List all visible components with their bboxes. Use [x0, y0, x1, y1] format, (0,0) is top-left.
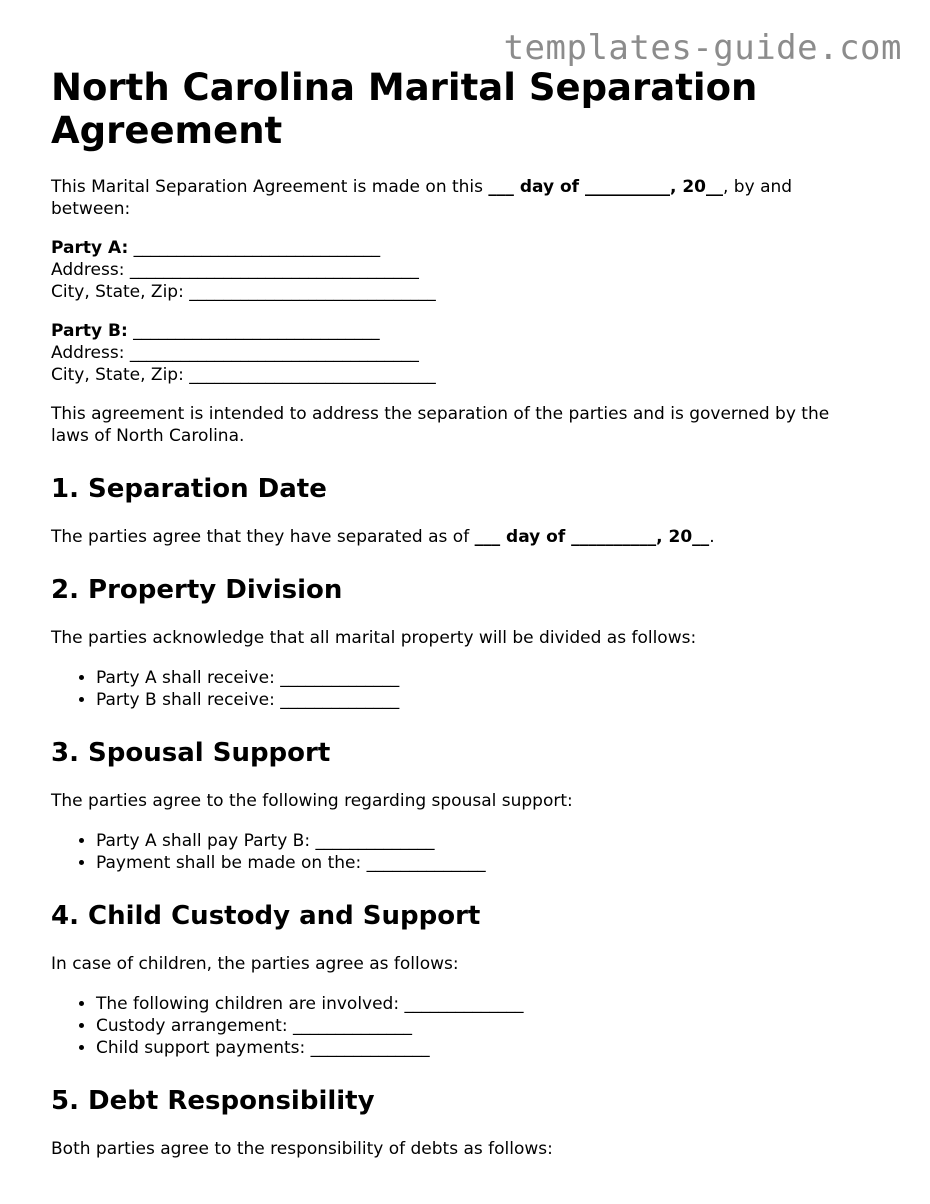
- section-heading-separation-date: 1. Separation Date: [51, 474, 327, 504]
- party-a-address-line: Address: __________________________________: [51, 260, 419, 280]
- party-a-block: [51, 237, 871, 303]
- debt-paragraph: Both parties agree to the responsibility of debts as follows:: [51, 1139, 553, 1159]
- watermark: templates-guide.com: [503, 28, 902, 68]
- section-heading-property-division: 2. Property Division: [51, 575, 343, 605]
- party-a-name-line: [51, 237, 871, 259]
- party-b-block: [51, 320, 871, 386]
- party-b-address-line: Address: __________________________________: [51, 343, 419, 363]
- governance-paragraph: This agreement is intended to address the separation of the parties and is governed by the laws of North Carolina.: [51, 404, 830, 446]
- list-item: • Party A shall pay Party B: ______________: [96, 830, 871, 852]
- party-b-name-line: [51, 320, 871, 342]
- party-b-label: Party B:: [51, 321, 128, 341]
- spousal-list: [51, 830, 871, 874]
- intro-date-blank: ___ day of __________, 20__: [488, 177, 723, 197]
- document-page: [51, 66, 871, 1160]
- separation-paragraph: [51, 526, 871, 548]
- intro-prefix: This Marital Separation Agreement is made on this: [51, 177, 489, 197]
- list-item: • Party B shall receive: ______________: [96, 689, 871, 711]
- party-a-label: Party A:: [51, 238, 129, 258]
- section-heading-spousal-support: 3. Spousal Support: [51, 738, 331, 768]
- list-item: • Child support payments: ______________: [96, 1037, 871, 1059]
- list-item: • Custody arrangement: ______________: [96, 1015, 871, 1037]
- intro-paragraph: [51, 176, 871, 220]
- party-a-name-blank: _____________________________: [128, 238, 381, 258]
- party-b-name-blank: _____________________________: [127, 321, 380, 341]
- list-item: • Payment shall be made on the: ______________: [96, 852, 871, 874]
- party-b-city-line: City, State, Zip: _____________________________: [51, 365, 436, 385]
- separation-suffix: .: [709, 527, 715, 547]
- child-list: [51, 993, 871, 1059]
- party-a-city-line: City, State, Zip: _____________________________: [51, 282, 436, 302]
- document-title: North Carolina Marital Separation Agreement: [51, 66, 758, 152]
- spousal-paragraph: The parties agree to the following regarding spousal support:: [51, 791, 573, 811]
- section-heading-child-custody: 4. Child Custody and Support: [51, 901, 481, 931]
- list-item: • Party A shall receive: ______________: [96, 667, 871, 689]
- property-paragraph: The parties acknowledge that all marital property will be divided as follows:: [51, 628, 697, 648]
- separation-date-blank: ___ day of __________, 20__: [474, 527, 710, 547]
- separation-prefix: The parties agree that they have separated as of: [51, 527, 475, 547]
- child-paragraph: In case of children, the parties agree as follows:: [51, 954, 459, 974]
- intro-suffix: , by and between:: [51, 177, 793, 219]
- section-heading-debt-responsibility: 5. Debt Responsibility: [51, 1086, 375, 1116]
- list-item: • The following children are involved: ______________: [96, 993, 871, 1015]
- property-list: [51, 667, 871, 711]
